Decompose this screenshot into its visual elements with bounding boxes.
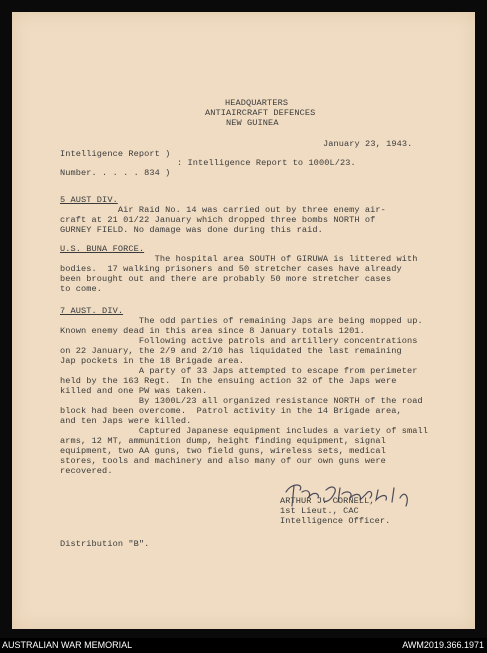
section-line: bodies. 17 walking prisoners and 50 stretcher cases have already <box>60 264 402 274</box>
section-line: GURNEY FIELD. No damage was done during this raid. <box>60 225 323 235</box>
section-line: The odd parties of remaining Japs are being mopped up. <box>60 316 423 326</box>
section-heading: U.S. BUNA FORCE. <box>60 244 145 254</box>
section-line: recovered. <box>60 466 113 476</box>
signatory-title: Intelligence Officer. <box>280 516 391 526</box>
section-line: killed and one PW was taken. <box>60 386 208 396</box>
section-line: and ten Japs were killed. <box>60 416 192 426</box>
section-line: Jap pockets in the 18 Brigade area. <box>60 356 244 366</box>
section-line: craft at 21 01/22 January which dropped three bombs NORTH of <box>60 215 376 225</box>
section-heading: 5 AUST DIV. <box>60 195 118 205</box>
document-date: January 23, 1943. <box>323 139 413 149</box>
section-line: Following active patrols and artillery concentrations <box>60 336 418 346</box>
letterhead-line-1: HEADQUARTERS <box>225 98 289 108</box>
letterhead-line-2: ANTIAIRCRAFT DEFENCES <box>205 108 316 118</box>
footer-institution: AUSTRALIAN WAR MEMORIAL <box>2 640 133 650</box>
section-line: Known enemy dead in this area since 8 January totals 1201. <box>60 326 365 336</box>
section-line: equipment, two AA guns, two field guns, wireless sets, medical <box>60 446 386 456</box>
report-number: Number. . . . . 834 ) <box>60 168 171 178</box>
signatory-rank: 1st Lieut., CAC <box>280 506 359 516</box>
section-line: By 1300L/23 all organized resistance NORTH of the road <box>60 396 423 406</box>
section-line: been brought out and there are probably 50 more stretcher cases <box>60 274 392 284</box>
section-line: held by the 163 Regt. In the ensuing action 32 of the Japs were <box>60 376 397 386</box>
section-line: block had been overcome. Patrol activity in the 14 Brigade area, <box>60 406 402 416</box>
report-title: : Intelligence Report to 1000L/23. <box>177 158 356 168</box>
archive-footer <box>0 638 487 653</box>
report-label: Intelligence Report ) <box>60 149 171 159</box>
section-line: on 22 January, the 2/9 and 2/10 has liquidated the last remaining <box>60 346 402 356</box>
section-line: The hospital area SOUTH of GIRUWA is littered with <box>60 254 418 264</box>
section-line: stores, tools and machinery and also many of our own guns were <box>60 456 386 466</box>
section-line: Air Raid No. 14 was carried out by three enemy air- <box>60 205 386 215</box>
section-heading: 7 AUST. DIV. <box>60 306 124 316</box>
section-line: A party of 33 Japs attempted to escape from perimeter <box>60 366 418 376</box>
section-line: arms, 12 MT, ammunition dump, height finding equipment, signal <box>60 436 386 446</box>
document-page <box>12 12 475 629</box>
section-line: to come. <box>60 284 103 294</box>
footer-reference: AWM2019.366.1971 <box>402 640 484 650</box>
letterhead-line-3: NEW GUINEA <box>226 118 279 128</box>
distribution-note: Distribution "B". <box>60 539 150 549</box>
signatory-name: ARTHUR J. CORNELL, <box>280 496 375 506</box>
section-line: Captured Japanese equipment includes a variety of small <box>60 426 428 436</box>
